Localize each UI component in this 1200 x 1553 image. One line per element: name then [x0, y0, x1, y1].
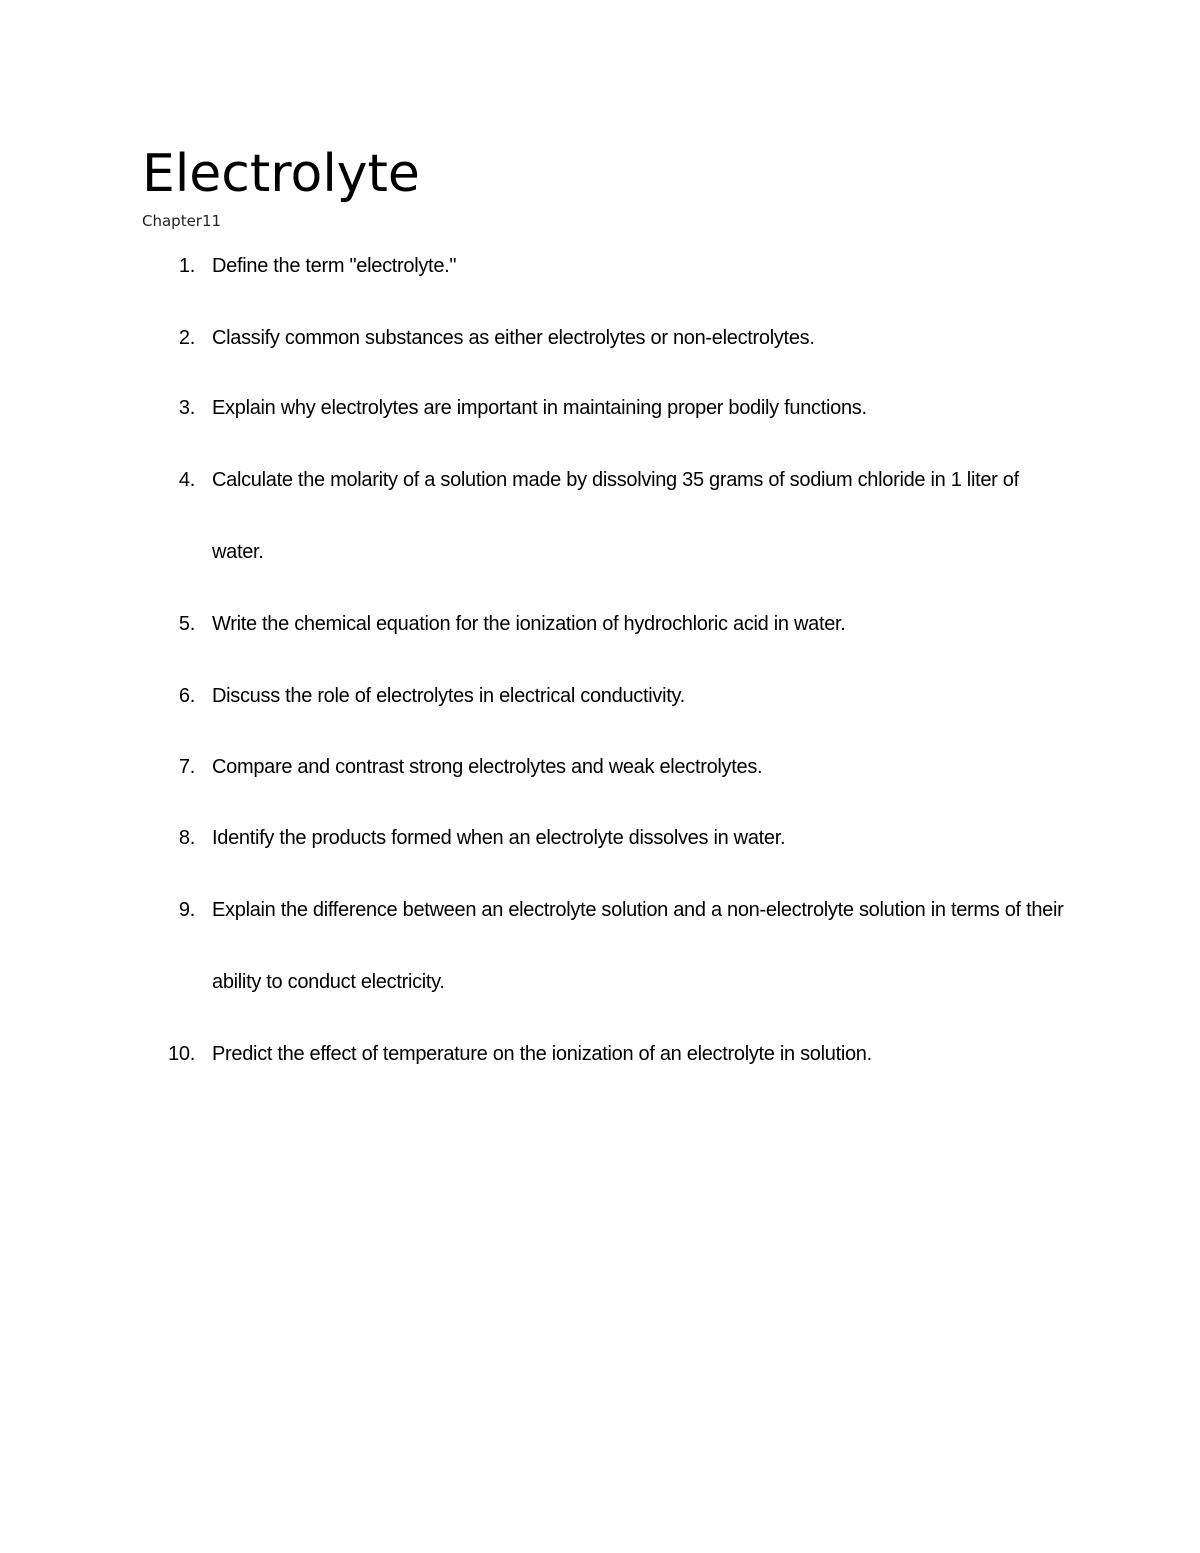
question-text: Discuss the role of electrolytes in electrical conductivity. [212, 685, 685, 707]
question-number: 8. [178, 827, 195, 849]
question-text: Classify common substances as either electrolytes or non-electrolytes. [212, 327, 815, 349]
question-number: 2. [178, 327, 195, 349]
chapter-subtitle: Chapter11 [142, 212, 222, 230]
question-number: 5. [178, 613, 195, 635]
question-text: Predict the effect of temperature on the ionization of an electrolyte in solution. [212, 1043, 872, 1065]
question-number: 9. [178, 899, 195, 921]
question-number: 7. [178, 756, 195, 778]
question-text: Calculate the molarity of a solution made by dissolving 35 grams of sodium chloride in 1 liter of water. [212, 469, 1019, 563]
question-number: 10. [168, 1043, 195, 1065]
question-text: Define the term "electrolyte." [212, 255, 457, 277]
question-number: 4. [178, 469, 195, 491]
question-text: Compare and contrast strong electrolytes and weak electrolytes. [212, 756, 763, 778]
question-text: Explain why electrolytes are important in maintaining proper bodily functions. [212, 397, 867, 419]
question-text: Explain the difference between an electrolyte solution and a non-electrolyte solution in terms of their ability to conduct electricity. [212, 899, 1064, 993]
page-title: Electrolyte [142, 144, 420, 204]
question-text: Identify the products formed when an electrolyte dissolves in water. [212, 827, 786, 849]
question-number: 6. [178, 685, 195, 707]
question-number: 3. [178, 397, 195, 419]
question-number: 1. [178, 255, 195, 277]
question-text: Write the chemical equation for the ionization of hydrochloric acid in water. [212, 613, 846, 635]
